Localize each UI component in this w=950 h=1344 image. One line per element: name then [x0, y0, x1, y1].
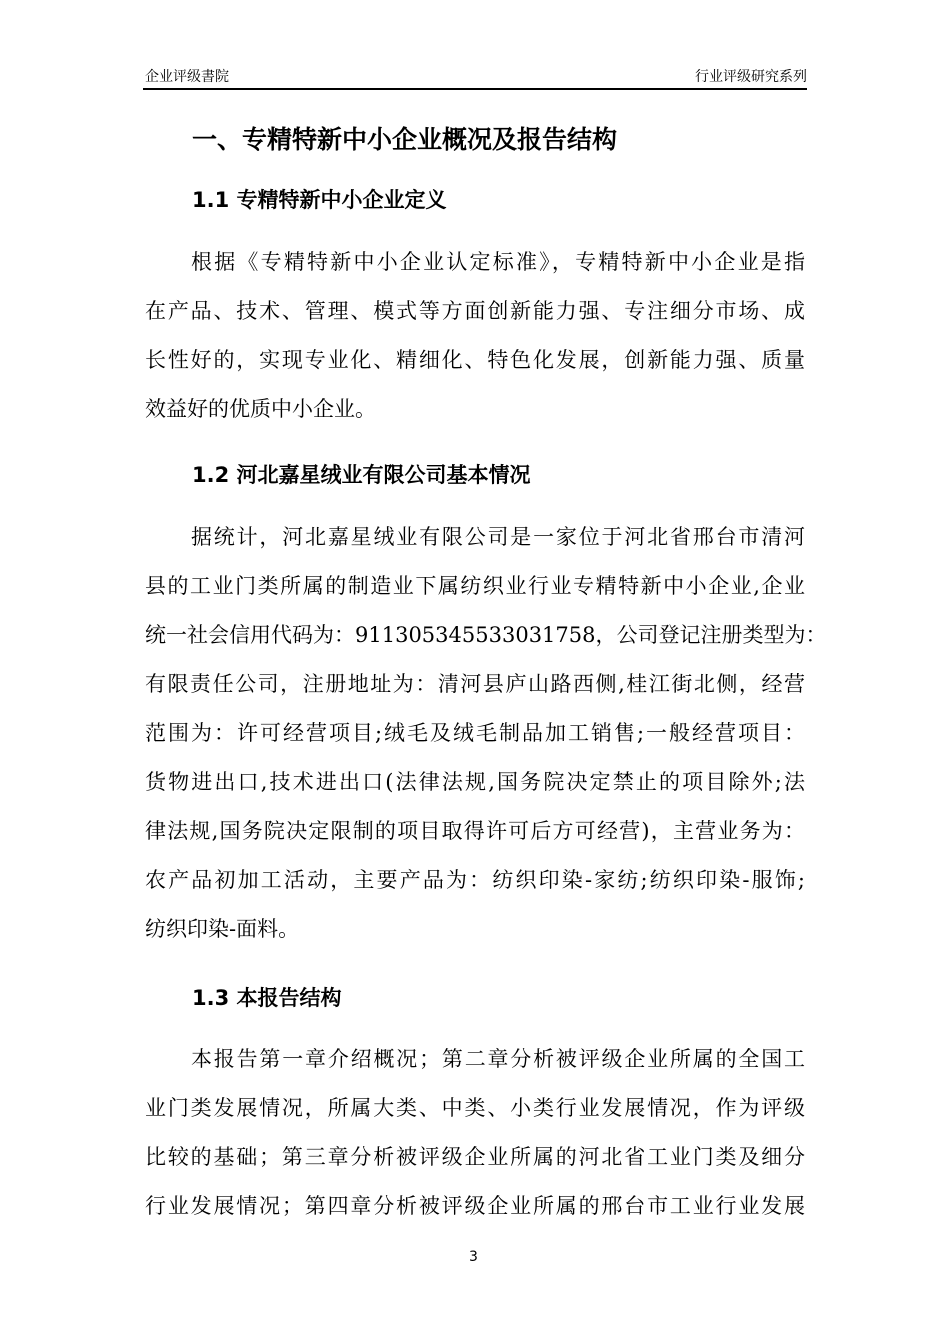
paragraph-line: 货物进出口,技术进出口(法律法规,国务院决定禁止的项目除外;法: [145, 770, 805, 794]
paragraph-line: 比较的基础；第三章分析被评级企业所属的河北省工业门类及细分: [145, 1145, 805, 1169]
section-heading: 1.1 专精特新中小企业定义: [192, 188, 447, 212]
paragraph-line: 本报告第一章介绍概况；第二章分析被评级企业所属的全国工: [191, 1047, 805, 1071]
paragraph-line: 行业发展情况；第四章分析被评级企业所属的邢台市工业行业发展: [145, 1194, 805, 1218]
paragraph-line: 县的工业门类所属的制造业下属纺织业行业专精特新中小企业,企业: [145, 574, 805, 598]
paragraph-line: 律法规,国务院决定限制的项目取得许可后方可经营)，主营业务为：: [145, 819, 805, 843]
header-right: 行业评级研究系列: [695, 69, 807, 85]
paragraph-line: 有限责任公司，注册地址为：清河县庐山路西侧,桂江街北侧，经营: [145, 672, 805, 696]
paragraph-line: 统一社会信用代码为：911305345533031758，公司登记注册类型为：: [145, 623, 827, 647]
paragraph-line: 农产品初加工活动，主要产品为：纺织印染-家纺;纺织印染-服饰;: [145, 868, 805, 892]
header-left: 企业评级書院: [145, 69, 229, 85]
paragraph-line: 效益好的优质中小企业。: [145, 397, 376, 421]
paragraph-line: 据统计，河北嘉星绒业有限公司是一家位于河北省邢台市清河: [191, 525, 805, 549]
section-heading: 1.2 河北嘉星绒业有限公司基本情况: [192, 463, 531, 487]
paragraph-line: 纺织印染-面料。: [145, 917, 300, 941]
header-rule: [143, 88, 807, 90]
chapter-title: 一、专精特新中小企业概况及报告结构: [192, 125, 618, 154]
paragraph-line: 业门类发展情况，所属大类、中类、小类行业发展情况，作为评级: [145, 1096, 805, 1120]
paragraph-line: 根据《专精特新中小企业认定标准》，专精特新中小企业是指: [191, 250, 805, 274]
paragraph-line: 在产品、技术、管理、模式等方面创新能力强、专注细分市场、成: [145, 299, 805, 323]
page-number: 3: [469, 1249, 478, 1265]
section-heading: 1.3 本报告结构: [192, 986, 342, 1010]
paragraph-line: 长性好的，实现专业化、精细化、特色化发展，创新能力强、质量: [145, 348, 805, 372]
paragraph-line: 范围为：许可经营项目;绒毛及绒毛制品加工销售;一般经营项目：: [145, 721, 805, 745]
